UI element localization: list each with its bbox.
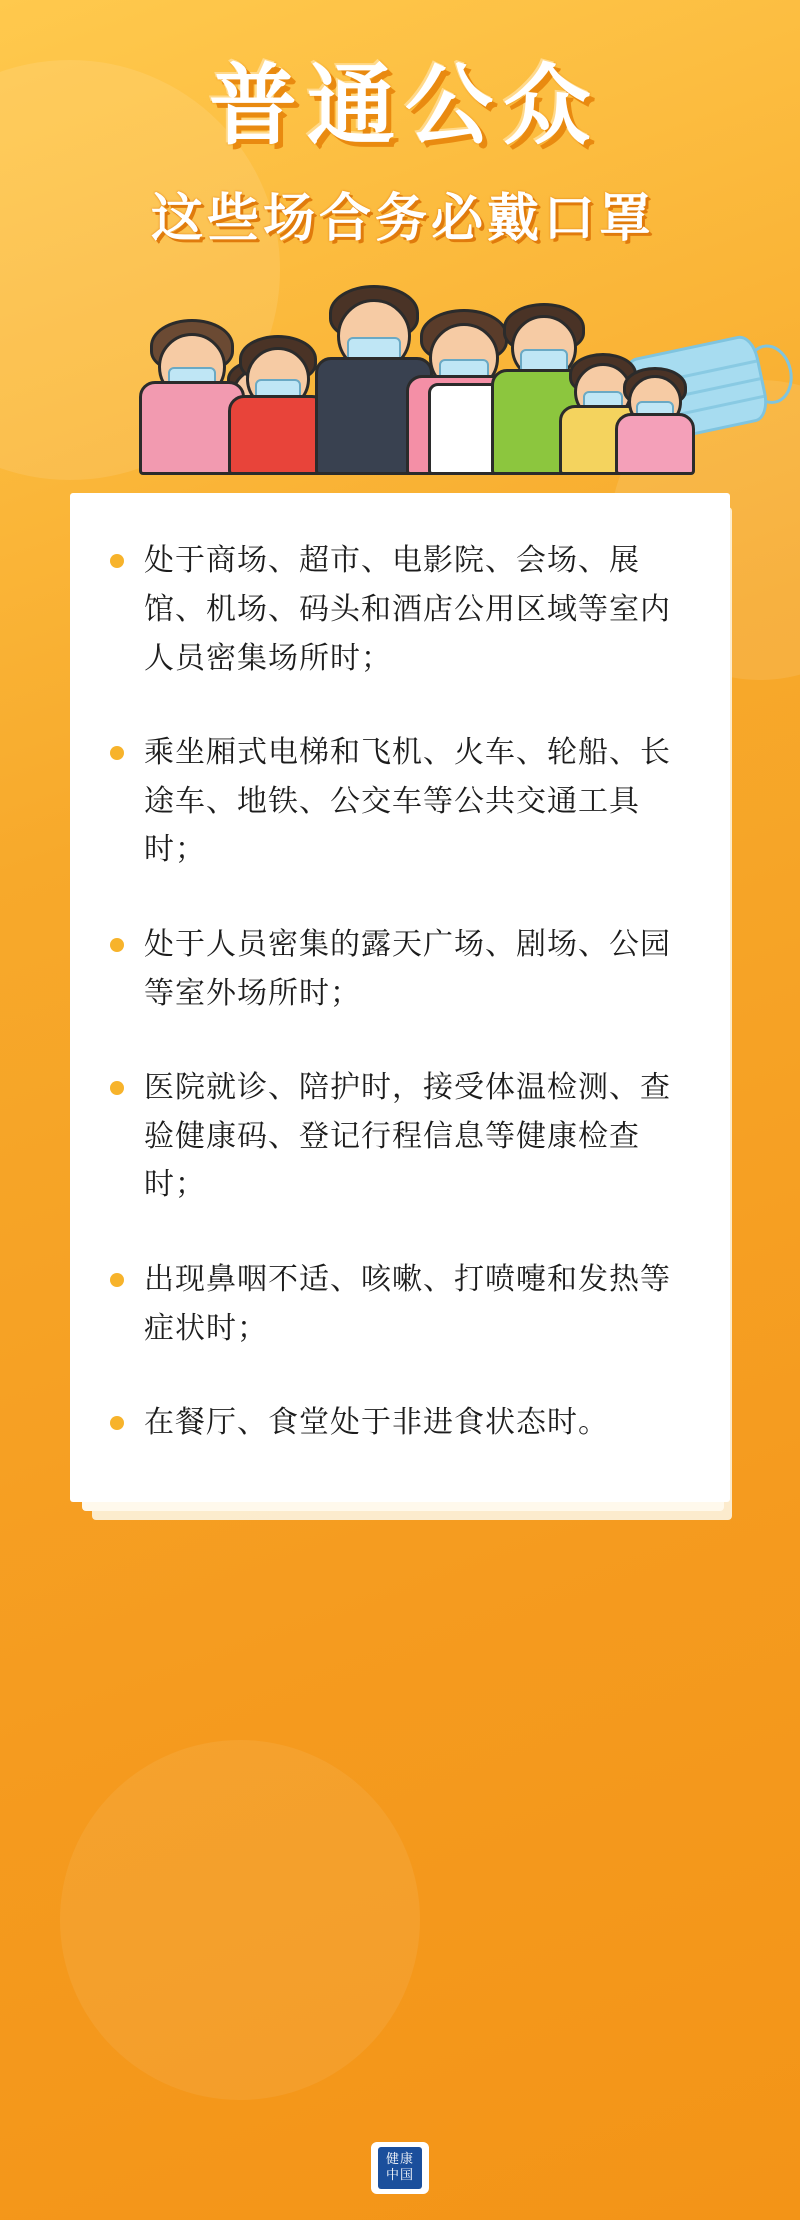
bullet-icon	[110, 554, 124, 568]
bullet-icon	[110, 1273, 124, 1287]
rules-card	[70, 493, 730, 1501]
bullet-icon	[110, 1081, 124, 1095]
rule-text: 医院就诊、陪护时，接受体温检测、查验健康码、登记行程信息等健康检查时；	[144, 1070, 671, 1203]
rule-text: 在餐厅、食堂处于非进食状态时。	[144, 1405, 609, 1441]
list-item	[104, 1256, 690, 1353]
logo-text	[378, 2147, 422, 2190]
poster-header	[0, 0, 800, 251]
person-figure	[616, 369, 694, 475]
rule-text: 乘坐厢式电梯和飞机、火车、轮船、长途车、地铁、公交车等公共交通工具时；	[144, 735, 671, 868]
logo-line-2: 中国	[385, 2167, 414, 2183]
list-item	[104, 921, 690, 1018]
rules-list	[104, 537, 690, 1447]
bullet-icon	[110, 1416, 124, 1430]
people-illustration	[120, 265, 680, 475]
list-item	[104, 729, 690, 875]
list-item	[104, 1399, 690, 1448]
bullet-icon	[110, 746, 124, 760]
rule-text: 出现鼻咽不适、咳嗽、打喷嚏和发热等症状时；	[144, 1261, 671, 1346]
healthy-china-logo	[371, 2142, 429, 2195]
rule-text: 处于商场、超市、电影院、会场、展馆、机场、码头和酒店公用区域等室内人员密集场所时；	[144, 543, 671, 676]
logo-line-1: 健康	[385, 2151, 414, 2167]
list-item	[104, 537, 690, 683]
background-blob	[60, 1740, 420, 2100]
person-figure	[228, 339, 328, 475]
page-subtitle: 这些场合务必戴口罩	[150, 189, 655, 250]
poster-footer	[0, 2142, 800, 2195]
bullet-icon	[110, 938, 124, 952]
page-title: 普通公众	[208, 54, 601, 157]
list-item	[104, 1064, 690, 1210]
rule-text: 处于人员密集的露天广场、剧场、公园等室外场所时；	[144, 926, 671, 1011]
rules-card-stack	[70, 493, 730, 1501]
